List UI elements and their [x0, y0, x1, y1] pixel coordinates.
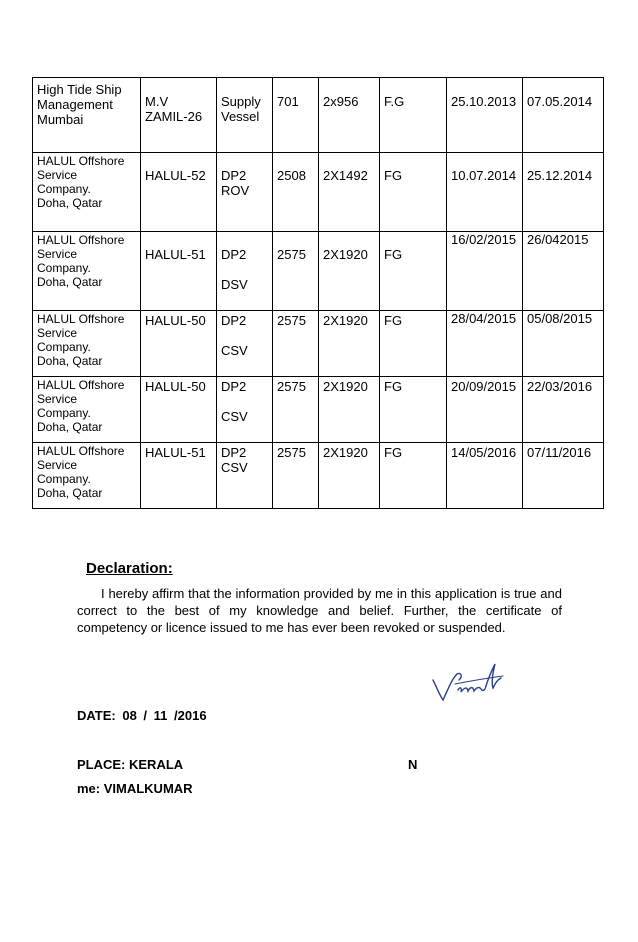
vessel-cell: M.V ZAMIL-26 — [141, 78, 217, 153]
rank-cell: FG — [380, 377, 447, 443]
vessel-cell: HALUL-50 — [141, 377, 217, 443]
date-line: DATE: 08 / 11 /2016 — [77, 708, 207, 723]
table-row — [33, 377, 604, 443]
vessel-cell: HALUL-51 — [141, 232, 217, 311]
vessel-type-cell: DP2 CSV — [217, 377, 273, 443]
table-row — [33, 443, 604, 509]
power-cell: 2508 — [273, 153, 319, 232]
power-cell: 2575 — [273, 232, 319, 311]
vessel-type-cell: DP2 DSV — [217, 232, 273, 311]
table-row — [33, 311, 604, 377]
vessel-cell: HALUL-50 — [141, 311, 217, 377]
company-cell: High Tide Ship Management Mumbai — [33, 78, 141, 153]
company-cell: HALUL Offshore Service Company. Doha, Qatar — [33, 377, 141, 443]
company-cell: HALUL Offshore Service Company. Doha, Qatar — [33, 232, 141, 311]
power-cell: 701 — [273, 78, 319, 153]
to-date-cell: 26/042015 — [523, 232, 604, 311]
vessel-type-cell: DP2 CSV — [217, 443, 273, 509]
place-line: PLACE: KERALA — [77, 757, 184, 772]
vessel-type-cell: DP2 ROV — [217, 153, 273, 232]
power-cell: 2575 — [273, 443, 319, 509]
engine-cell: 2X1920 — [319, 311, 380, 377]
rank-cell: FG — [380, 153, 447, 232]
vessel-cell: HALUL-52 — [141, 153, 217, 232]
table-row — [33, 153, 604, 232]
vessel-type-cell: DP2 CSV — [217, 311, 273, 377]
engine-cell: 2x956 — [319, 78, 380, 153]
vessel-type-cell: Supply Vessel — [217, 78, 273, 153]
company-cell: HALUL Offshore Service Company. Doha, Qatar — [33, 311, 141, 377]
from-date-cell: 28/04/2015 — [447, 311, 523, 377]
to-date-cell: 22/03/2016 — [523, 377, 604, 443]
to-date-cell: 07/11/2016 — [523, 443, 604, 509]
to-date-cell: 05/08/2015 — [523, 311, 604, 377]
signature-name — [431, 662, 432, 663]
from-date-cell: 14/05/2016 — [447, 443, 523, 509]
vessel-cell: HALUL-51 — [141, 443, 217, 509]
from-date-cell: 20/09/2015 — [447, 377, 523, 443]
to-date-cell: 07.05.2014 — [523, 78, 604, 153]
engine-cell: 2X1920 — [319, 232, 380, 311]
from-date-cell: 10.07.2014 — [447, 153, 523, 232]
from-date-cell: 25.10.2013 — [447, 78, 523, 153]
engine-cell: 2X1920 — [319, 443, 380, 509]
table-row — [33, 232, 604, 311]
rank-cell: FG — [380, 311, 447, 377]
declaration-text: I hereby affirm that the information provided by me in this application is true and correct to the best of my knowledge and belief. Further, the certificate of competency or licence issued to me has ever been revoked or suspended. — [77, 586, 562, 635]
company-cell: HALUL Offshore Service Company. Doha, Qatar — [33, 443, 141, 509]
signature — [431, 662, 505, 704]
rank-cell: F.G — [380, 78, 447, 153]
power-cell: 2575 — [273, 377, 319, 443]
from-date-cell: 16/02/2015 — [447, 232, 523, 311]
engine-cell: 2X1492 — [319, 153, 380, 232]
sea-service-table — [32, 77, 604, 509]
name-label-fragment: N — [408, 757, 418, 772]
declaration-title: Declaration: — [86, 560, 173, 577]
signature-scribble — [431, 662, 505, 704]
name-line: me: VIMALKUMAR — [77, 781, 193, 796]
to-date-cell: 25.12.2014 — [523, 153, 604, 232]
rank-cell: FG — [380, 232, 447, 311]
table-row — [33, 78, 604, 153]
company-cell: HALUL Offshore Service Company. Doha, Qatar — [33, 153, 141, 232]
power-cell: 2575 — [273, 311, 319, 377]
engine-cell: 2X1920 — [319, 377, 380, 443]
rank-cell: FG — [380, 443, 447, 509]
